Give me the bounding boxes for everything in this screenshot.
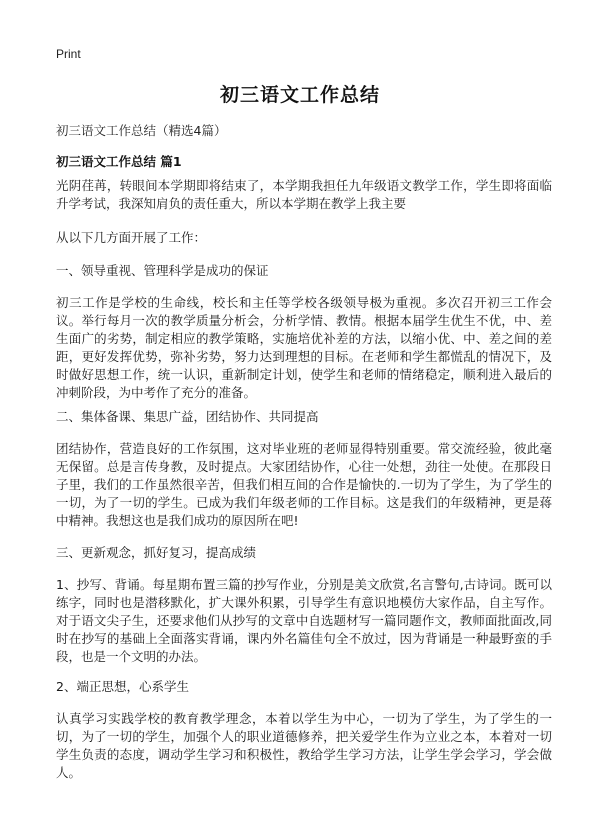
copy-recite-paragraph: 1、抄写、背诵。每星期布置三篇的抄写作业，分别是美文欣赏,名言警句,古诗词。既可以练字，同时也是潜移默化，扩大课外积累，引导学生有意识地模仿大家作品，自主写作。对于语文尖子生，还要求他们从抄写的文章中自选题材写一篇同题作文，教师面批面改,同时在抄写的基础上全面落实背诵，课内外名篇佳句全不放过，因为背诵是一种最野蛮的手段，也是一个文明的办法。	[56, 577, 552, 664]
point-one-paragraph: 初三工作是学校的生命线，校长和主任等学校各级领导极为重视。多次召开初三工作会议。举行每月一次的教学质量分析会，分析学情、教情。根据本届学生优生不优，中、差生面广的劣势，制定相应的教学策略，实施培优补差的方法，以缩小优、中、差之间的差距，更好发挥优势，弥补劣势，努力达到理想的目标。在老师和学生都慌乱的情况下，及时做好思想工作，统一认识，重新制定计划，使学生和老师的情绪稳定，顺利进入最后的冲刺阶段，为中考作了充分的准备。	[56, 295, 552, 400]
point-one-heading: 一、领导重视、管理科学是成功的保证	[56, 263, 269, 278]
section-heading: 初三语文工作总结 篇1	[56, 154, 182, 169]
print-label[interactable]: Print	[56, 47, 81, 61]
point-two-heading: 二、集体备课、集思广益，团结协作、共同提高	[56, 409, 319, 424]
document-subtitle: 初三语文工作总结（精选4篇）	[56, 123, 227, 138]
work-aspects-line: 从以下几方面开展了工作：	[56, 230, 207, 245]
point-two-paragraph: 团结协作，营造良好的工作氛围，这对毕业班的老师显得特别重要。常交流经验，彼此毫无保留。总是言传身教，及时提点。大家团结协作，心往一处想，劲往一处使。在那段日子里，我们的工作虽然很辛苦，但我们相互间的合作是愉快的.一切为了学生，为了学生的一切，为了一切的学生。已成为我们年级老师的工作目标。这是我们的年级精神，更是蒋中精神。我想这也是我们成功的原因所在吧!	[56, 441, 552, 528]
intro-paragraph: 光阴荏苒，转眼间本学期即将结束了，本学期我担任九年级语文教学工作，学生即将面临升学考试，我深知肩负的责任重大，所以本学期在教学上我主要	[56, 178, 552, 211]
attitude-paragraph: 认真学习实践学校的教育教学理念，本着以学生为中心，一切为了学生，为了学生的一切，为了一切的学生，加强个人的职业道德修养，把关爱学生作为立业之本，本着对一切学生负责的态度，调动学生学习和积极性，教给学生学习方法，让学生学会学习，学会做人。	[56, 711, 552, 780]
point-three-heading: 三、更新观念，抓好复习，提高成绩	[56, 545, 257, 560]
page-title: 初三语文工作总结	[219, 84, 380, 106]
attitude-heading: 2、端正思想，心系学生	[56, 679, 189, 694]
